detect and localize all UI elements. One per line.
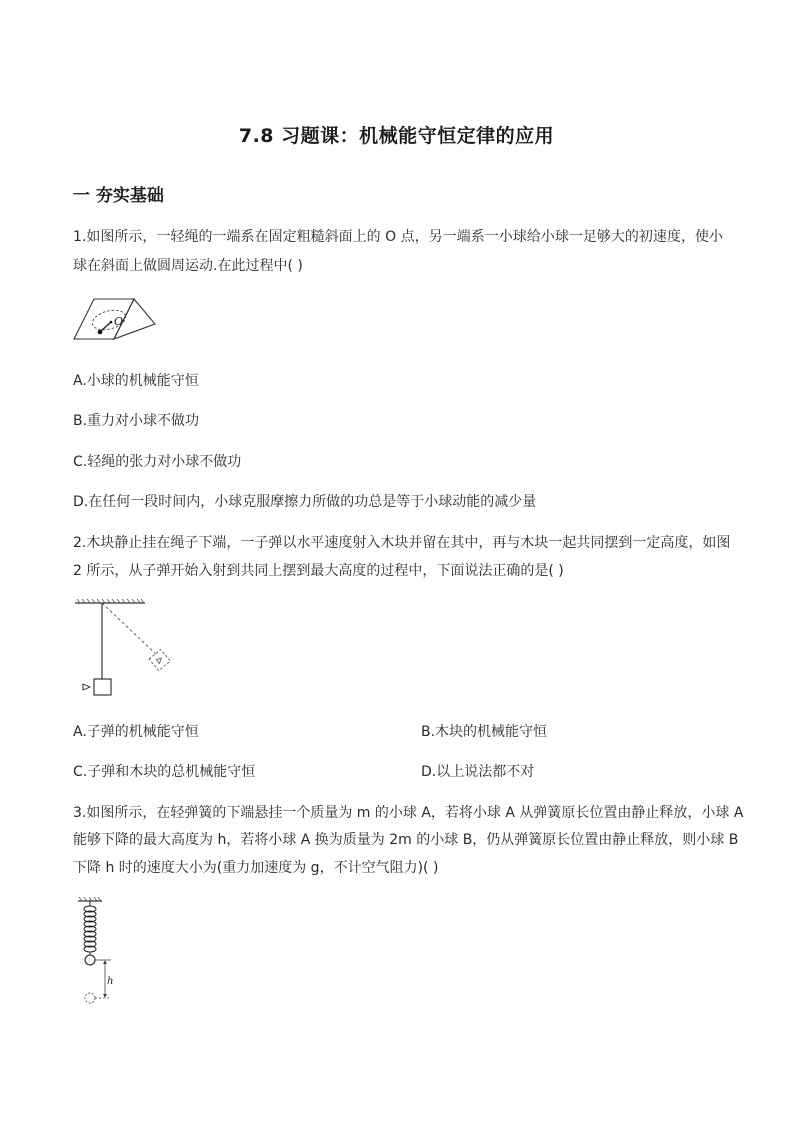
q2-option-c: C.子弹和木块的总机械能守恒 [73,764,256,780]
spring-figure [78,897,128,1007]
q1-option-a: A.小球的机械能守恒 [73,373,199,389]
pendulum-figure [75,599,175,699]
q2-option-a: A.子弹的机械能守恒 [73,724,199,740]
q3-stem-line-1: 3.如图所示，在轻弹簧的下端悬挂一个质量为 m 的小球 A，若将小球 A 从弹簧原长位置由静止释放，小球 A [73,805,744,821]
q2-option-b: B.木块的机械能守恒 [421,724,548,740]
q1-option-c: C.轻绳的张力对小球不做功 [73,454,242,470]
q1-option-d: D.在任何一段时间内，小球克服摩擦力所做的功总是等于小球动能的减少量 [73,494,537,510]
q3-stem-line-2: 能够下降的最大高度为 h，若将小球 A 换为质量为 2m 的小球 B，仍从弹簧原长位置由静止释放，则小球 B [73,832,739,848]
q1-option-b: B.重力对小球不做功 [73,413,200,429]
q2-stem-line-2: 2 所示，从子弹开始入射到共同上摆到最大高度的过程中，下面说法正确的是( ) [73,563,564,579]
q1-stem-line-2: 球在斜面上做圆周运动.在此过程中( ) [73,258,303,274]
q2-stem-line-1: 2.木块静止挂在绳子下端，一子弹以水平速度射入木块并留在其中，再与木块一起共同摆到一定高度，如图 [73,535,731,551]
page-title: 7.8 习题课：机械能守恒定律的应用 [238,125,555,147]
q3-stem-line-3: 下降 h 时的速度大小为(重力加速度为 g，不计空气阻力)( ) [73,860,439,876]
figure-label-h: h [107,976,114,987]
q2-option-d: D.以上说法都不对 [421,764,535,780]
section-heading: 一 夯实基础 [73,186,164,206]
inclined-plane-figure [73,295,157,347]
figure-label-o: O [114,315,124,328]
q1-stem-line-1: 1.如图所示，一轻绳的一端系在固定粗糙斜面上的 O 点，另一端系一小球给小球一足够大的初速度，使小 [73,229,723,245]
